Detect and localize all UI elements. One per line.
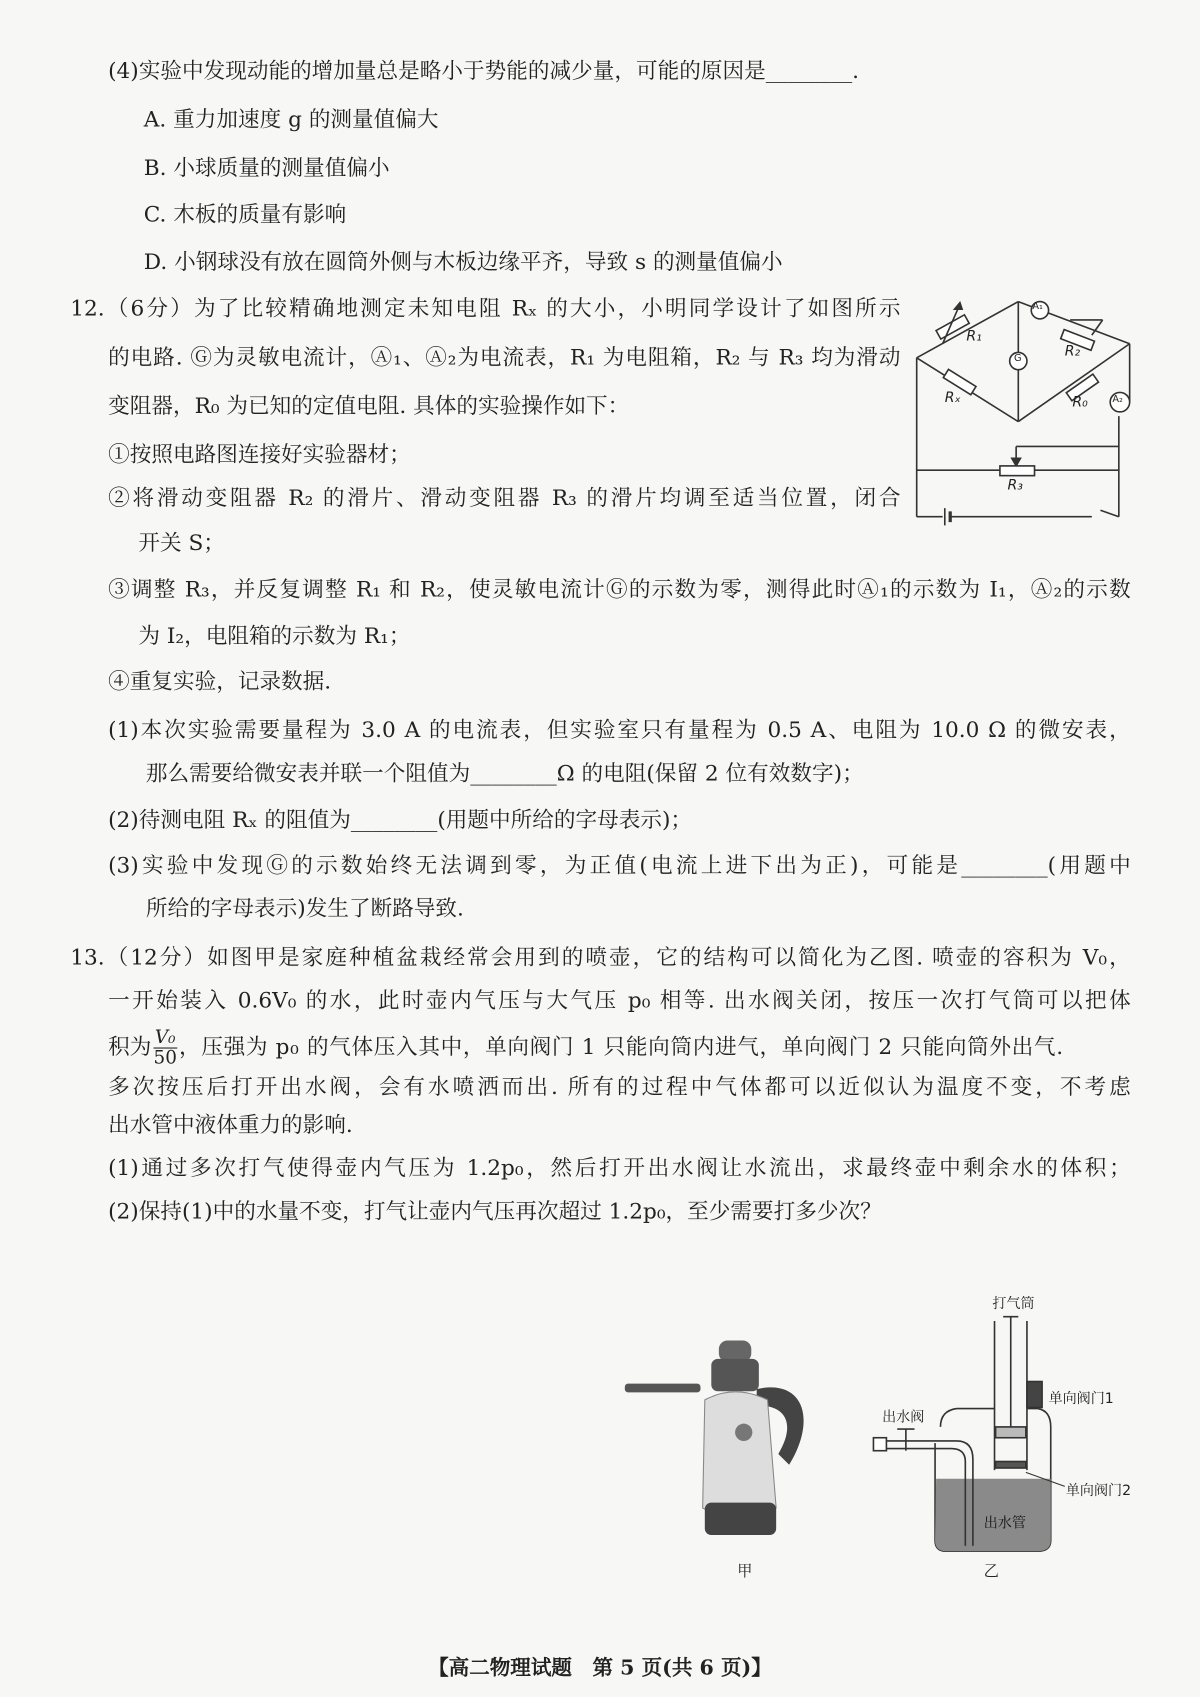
sprayer-photo bbox=[616, 1335, 832, 1551]
label-rx: Rₓ bbox=[944, 390, 961, 407]
q12-line: 12.（6分）为了比较精确地测定未知电阻 Rₓ 的大小，小明同学设计了如图所示 bbox=[70, 295, 901, 322]
q12-line: 为 I₂，电阻箱的示数为 R₁； bbox=[138, 622, 411, 649]
fraction-v0-over-50: $\frac{\text{V₀}}{50}$ bbox=[153, 1026, 177, 1070]
q13-part1: (1)通过多次打气使得壶内气压为 1.2p₀，然后打开出水阀让水流出，求最终壶中剩余水的体积； bbox=[108, 1154, 1131, 1181]
ammeter-a1-icon: A₁ bbox=[1032, 301, 1043, 313]
q13-line bbox=[108, 1025, 1064, 1068]
option-d: D. 小钢球没有放在圆筒外侧与木板边缘平齐，导致 s 的测量值偏小 bbox=[143, 248, 783, 275]
galvanometer-icon: G bbox=[1013, 353, 1022, 365]
option-a: A. 重力加速度 g 的测量值偏大 bbox=[143, 105, 439, 132]
q12-part3-cont: 所给的字母表示)发生了断路导致. bbox=[145, 895, 464, 922]
option-c: C. 木板的质量有影响 bbox=[143, 201, 347, 228]
q12-line: 的电路. Ⓖ为灵敏电流计，Ⓐ₁、Ⓐ₂为电流表，R₁ 为电阻箱，R₂ 与 R₃ 均为滑动 bbox=[108, 343, 901, 370]
q12-line: ③调整 R₃，并反复调整 R₁ 和 R₂，使灵敏电流计Ⓖ的示数为零，测得此时Ⓐ₁的示数为 I₁，Ⓐ₂的示数 bbox=[108, 576, 1131, 603]
label-r2: R₂ bbox=[1064, 343, 1081, 360]
q13-line3-post: ，压强为 p₀ 的气体压入其中，单向阀门 1 只能向筒内进气，单向阀门 2 只能向筒外出气. bbox=[179, 1033, 1064, 1060]
label-r0: R₀ bbox=[1072, 394, 1088, 411]
q12-line: 变阻器，R₀ 为已知的定值电阻. 具体的实验操作如下： bbox=[108, 392, 630, 419]
q12-line: ②将滑动变阻器 R₂ 的滑片、滑动变阻器 R₃ 的滑片均调至适当位置，闭合 bbox=[108, 484, 901, 511]
q12-line: ④重复实验，记录数据. bbox=[108, 668, 332, 695]
circuit-diagram bbox=[908, 290, 1140, 528]
label-outlet-valve: 出水阀 bbox=[882, 1409, 925, 1426]
q13-line: 13.（12分）如图甲是家庭种植盆栽经常会用到的喷壶，它的结构可以简化为乙图. 喷壶的容积为 V₀， bbox=[70, 943, 1131, 970]
q13-part2: (2)保持(1)中的水量不变，打气让壶内气压再次超过 1.2p₀，至少需要打多少次？ bbox=[108, 1197, 882, 1224]
q13-line: 一开始装入 0.6V₀ 的水，此时壶内气压与大气压 p₀ 相等. 出水阀关闭，按压一次打气筒可以把体 bbox=[108, 986, 1131, 1013]
label-outlet-pipe: 出水管 bbox=[983, 1515, 1026, 1532]
label-r3: R₃ bbox=[1007, 477, 1023, 495]
q12-line: 开关 S； bbox=[138, 529, 225, 556]
label-valve2: 单向阀门2 bbox=[1065, 1483, 1132, 1500]
q12-part1-cont: 那么需要给微安表并联一个阻值为________Ω 的电阻(保留 2 位有效数字)； bbox=[145, 759, 864, 786]
q13-line: 多次按压后打开出水阀，会有水喷洒而出. 所有的过程中气体都可以近似认为温度不变，不考虑 bbox=[108, 1073, 1131, 1100]
q12-part1: (1)本次实验需要量程为 3.0 A 的电流表，但实验室只有量程为 0.5 A、电阻为 10.0 Ω 的微安表， bbox=[108, 716, 1131, 743]
page-footer: 【高二物理试题 第 5 页(共 6 页)】 bbox=[428, 1656, 772, 1680]
label-r1: R₁ bbox=[966, 328, 982, 345]
q13-line3-pre: 积为 bbox=[108, 1033, 152, 1060]
caption-yi: 乙 bbox=[983, 1563, 999, 1581]
caption-jia: 甲 bbox=[737, 1563, 753, 1581]
option-b: B. 小球质量的测量值偏小 bbox=[143, 154, 390, 181]
q11-part4-stem: (4)实验中发现动能的增加量总是略小于势能的减少量，可能的原因是________. bbox=[108, 57, 860, 84]
ammeter-a2-icon: A₂ bbox=[1112, 394, 1123, 406]
sprayer-schematic bbox=[865, 1286, 1146, 1589]
q12-part3: (3)实验中发现Ⓖ的示数始终无法调到零，为正值(电流上进下出为正)，可能是________(用题中 bbox=[108, 851, 1131, 878]
label-pump: 打气筒 bbox=[992, 1296, 1035, 1313]
q13-line: 出水管中液体重力的影响. bbox=[108, 1111, 353, 1138]
q12-line: ①按照电路图连接好实验器材； bbox=[108, 441, 411, 467]
q12-part2: (2)待测电阻 Rₓ 的阻值为________(用题中所给的字母表示)； bbox=[108, 806, 693, 833]
label-valve1: 单向阀门1 bbox=[1048, 1391, 1114, 1408]
